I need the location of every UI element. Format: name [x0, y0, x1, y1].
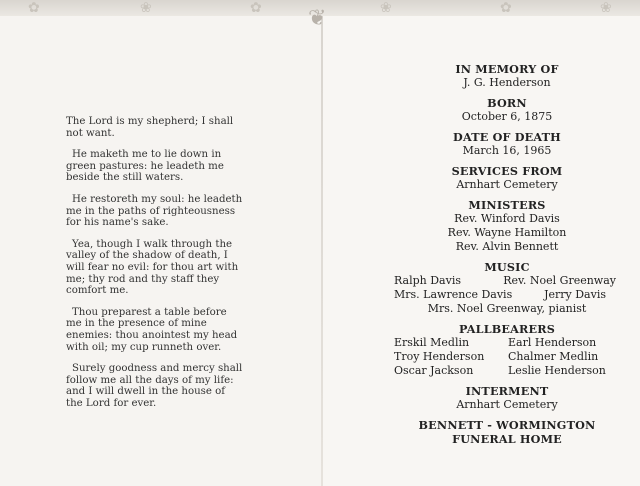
- floral-border-right: [322, 0, 640, 16]
- memorial-title: IN MEMORY OF: [455, 62, 559, 76]
- born-label: BORN: [487, 96, 527, 110]
- psalm-verse: Surely goodness and mercy shall follow me all the days of my life: and I will dwell in the house of the Lord for ever.: [66, 363, 243, 409]
- psalm-23-text: [66, 116, 244, 419]
- pallbearers-label: PALLBEARERS: [458, 322, 556, 336]
- flower-icon: ❀: [380, 0, 392, 16]
- death-label: DATE OF DEATH: [453, 130, 561, 144]
- interment-place: Arnhart Cemetery: [456, 398, 558, 411]
- born-date: October 6, 1875: [461, 110, 553, 123]
- services-label: SERVICES FROM: [451, 164, 563, 178]
- funeral-home-name: BENNETT - WORMINGTON: [418, 418, 596, 432]
- pallbearer-name: Chalmer Medlin: [508, 350, 599, 363]
- service-details: [394, 62, 620, 446]
- minister-name: Rev. Wayne Hamilton: [447, 226, 567, 239]
- musician-name: Jerry Davis: [544, 288, 606, 301]
- flower-icon: ✿: [250, 0, 262, 16]
- psalm-verse: The Lord is my shepherd; I shall not want.: [66, 116, 234, 139]
- ministers-label: MINISTERS: [468, 198, 546, 212]
- pianist-name: Mrs. Noel Greenway, pianist: [427, 302, 587, 315]
- psalm-verse: Yea, though I walk through the valley of the shadow of death, I will fear no evil: for thou art with me; thy rod and thy staff they comfort me.: [66, 238, 239, 297]
- psalm-verse: He maketh me to lie down in green pastures: he leadeth me beside the still waters.: [66, 149, 224, 184]
- musician-name: Ralph Davis: [394, 274, 461, 287]
- pallbearer-name: Erskil Medlin: [394, 336, 470, 349]
- pallbearer-name: Earl Henderson: [508, 336, 597, 349]
- interment-label: INTERMENT: [465, 384, 549, 398]
- flower-icon: ✿: [500, 0, 512, 16]
- minister-name: Rev. Alvin Bennett: [455, 240, 559, 253]
- card-fold: [321, 0, 323, 486]
- funeral-home-suffix: FUNERAL HOME: [452, 432, 562, 446]
- deceased-name: J. G. Henderson: [463, 76, 551, 89]
- psalm-verse: He restoreth my soul: he leadeth me in the paths of righteousness for his name's sake.: [66, 193, 243, 229]
- death-date: March 16, 1965: [462, 144, 552, 157]
- flower-icon: ✿: [28, 0, 40, 16]
- flower-icon: ❀: [600, 0, 612, 16]
- services-place: Arnhart Cemetery: [456, 178, 558, 191]
- music-label: MUSIC: [484, 260, 530, 274]
- pallbearer-name: Oscar Jackson: [394, 364, 474, 377]
- musician-name: Rev. Noel Greenway: [503, 274, 616, 287]
- minister-name: Rev. Winford Davis: [454, 212, 560, 225]
- floral-border-left: [0, 0, 322, 16]
- pallbearer-name: Troy Henderson: [394, 350, 485, 363]
- pallbearer-name: Leslie Henderson: [508, 364, 606, 377]
- psalm-verse: Thou preparest a table before me in the presence of mine enemies: thou anointest my head with oil; my cup runneth over.: [66, 306, 238, 353]
- musician-name: Mrs. Lawrence Davis: [394, 288, 513, 301]
- flower-spray-icon: ❦: [308, 6, 327, 31]
- flower-icon: ❀: [140, 0, 152, 16]
